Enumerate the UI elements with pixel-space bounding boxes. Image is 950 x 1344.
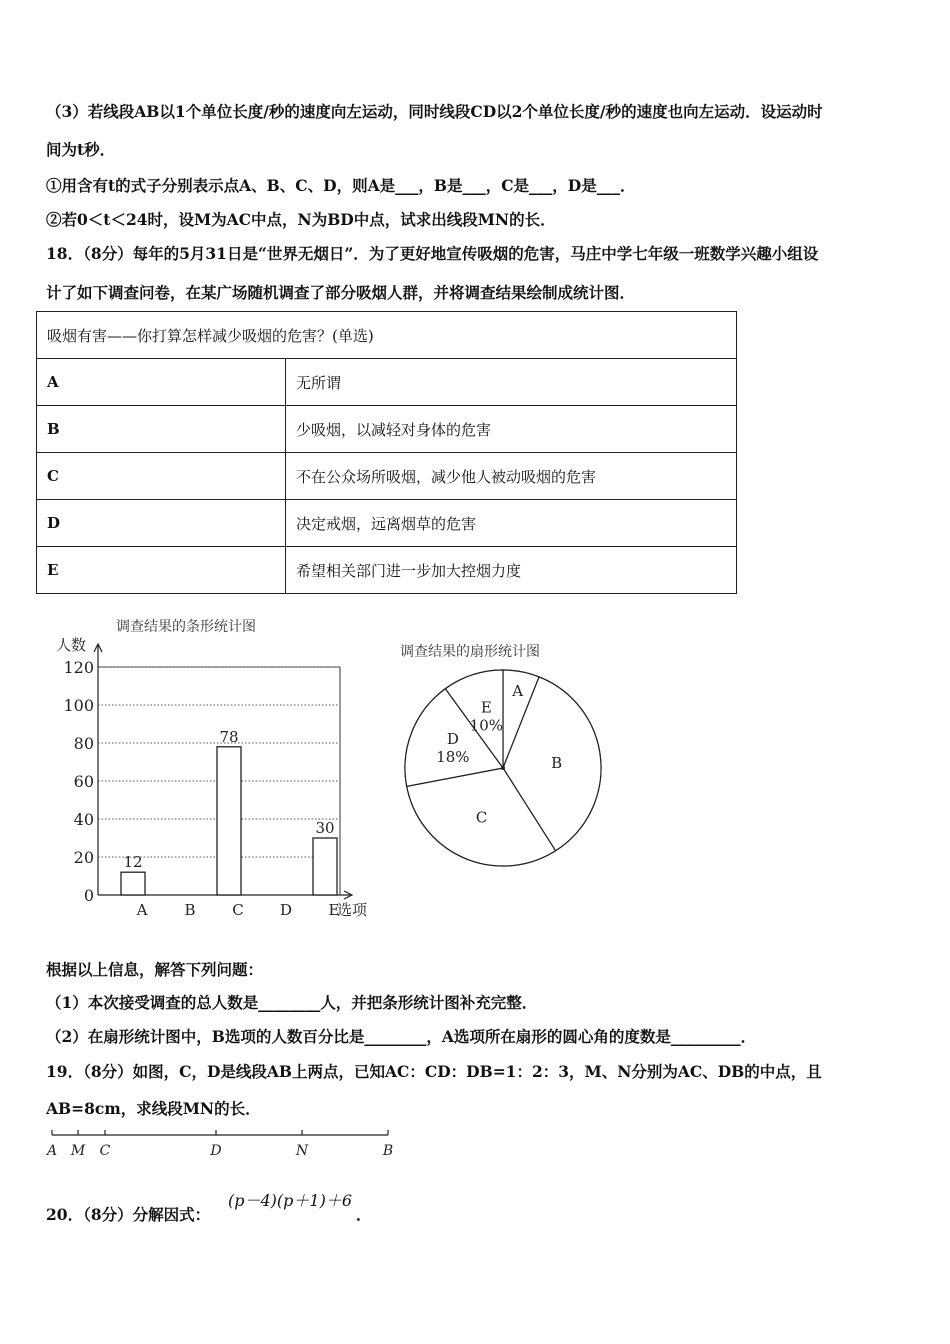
pie-chart-title: 调查结果的扇形统计图 — [400, 644, 540, 660]
bar-value-label: 30 — [315, 819, 335, 837]
survey-option-text: 希望相关部门进一步加大控烟力度 — [286, 547, 737, 594]
survey-option: C — [37, 453, 286, 500]
segment-point-label: A — [46, 1143, 58, 1159]
q18-intro-line1: 18．（8分）每年的5月31日是“世界无烟日”．为了更好地宣传吸烟的危害，马庄中学七年级一班数学兴趣小组设 — [46, 244, 819, 263]
bar-value-label: 12 — [123, 853, 143, 872]
q18-question1: （1）本次接受调查的总人数是________人，并把条形统计图补充完整． — [46, 993, 538, 1012]
bar-value-label: 78 — [219, 727, 239, 746]
table-row — [37, 359, 737, 406]
segment-figure — [40, 1125, 410, 1165]
y-tick-label: 100 — [63, 696, 94, 715]
pie-slice-label: D — [446, 730, 459, 749]
bar-chart-title: 调查结果的条形统计图 — [116, 619, 256, 635]
q19-line1: 19．（8分）如图，C，D是线段AB上两点，已知AC：CD：DB=1：2：3，M、N分别为AC、DB的中点，且 — [46, 1062, 822, 1081]
y-tick-label: 60 — [73, 772, 94, 791]
table-row — [37, 500, 737, 547]
pie-slice-percent: 10% — [469, 716, 504, 735]
pie-chart — [395, 660, 615, 870]
q18-after-charts: 根据以上信息，解答下列问题： — [46, 960, 264, 979]
survey-option-text: 不在公众场所吸烟，减少他人被动吸烟的危害 — [286, 453, 737, 500]
q20-end: ． — [356, 1205, 372, 1224]
y-tick-label: 40 — [73, 810, 94, 829]
survey-option-text: 无所谓 — [286, 359, 737, 406]
segment-point-label: N — [295, 1143, 309, 1159]
survey-table-header: 吸烟有害——你打算怎样减少吸烟的危害？(单选) — [37, 312, 737, 359]
q17-sub2: ②若0＜t＜24时，设M为AC中点，N为BD中点，试求出线段MN的长． — [46, 210, 556, 229]
pie-slice-percent: 18% — [436, 748, 470, 767]
bar-chart — [40, 632, 390, 922]
q18-intro-line2: 计了如下调查问卷，在某广场随机调查了部分吸烟人群，并将调查结果绘制成统计图． — [46, 283, 636, 302]
pie-center-dot — [501, 766, 505, 770]
q18-question2: （2）在扇形统计图中，B选项的人数百分比是________，A选项所在扇形的圆心角的度数是_________． — [46, 1027, 757, 1046]
table-row — [37, 547, 737, 594]
x-axis-label: 选项 — [337, 901, 368, 919]
segment-point-label: C — [99, 1143, 111, 1159]
x-tick-label: D — [279, 901, 293, 919]
x-tick-label: C — [232, 901, 244, 919]
bar — [121, 872, 145, 895]
bar — [217, 747, 241, 895]
segment-point-label: B — [382, 1143, 394, 1159]
y-tick-label: 120 — [63, 658, 94, 677]
survey-option: D — [37, 500, 286, 547]
bar — [313, 838, 337, 895]
y-tick-label: 80 — [73, 734, 94, 753]
segment-point-label: D — [210, 1143, 222, 1159]
x-tick-label: A — [136, 901, 148, 919]
q17-part3-line2: 间为t秒． — [46, 140, 116, 159]
survey-option: A — [37, 359, 286, 406]
q19-line2: AB=8cm，求线段MN的长． — [46, 1099, 261, 1118]
survey-option: B — [37, 406, 286, 453]
y-tick-label: 0 — [83, 886, 94, 905]
q20-formula: (p－4)(p＋1)＋6 — [228, 1191, 352, 1210]
survey-option: E — [37, 547, 286, 594]
pie-slice-label: C — [475, 808, 488, 827]
x-tick-label: B — [184, 901, 196, 919]
q17-part3-line1: （3）若线段AB以1个单位长度/秒的速度向左运动，同时线段CD以2个单位长度/秒的速度也向左运动．设运动时 — [46, 102, 823, 121]
x-tick-label: E — [328, 901, 340, 919]
table-row — [37, 453, 737, 500]
survey-option-text: 少吸烟，以减轻对身体的危害 — [286, 406, 737, 453]
survey-table-header-row — [37, 312, 737, 359]
segment-point-label: M — [70, 1143, 86, 1159]
table-row — [37, 406, 737, 453]
pie-slice-label: E — [480, 698, 492, 717]
y-tick-label: 20 — [73, 848, 94, 867]
survey-option-text: 决定戒烟，远离烟草的危害 — [286, 500, 737, 547]
q20-text: 20．（8分）分解因式： — [46, 1205, 211, 1224]
q17-sub1: ①用含有t的式子分别表示点A、B、C、D，则A是___，B是___，C是___，D是___． — [46, 176, 636, 195]
pie-slice-label: A — [512, 681, 524, 700]
survey-table — [36, 311, 737, 594]
pie-slice-label: B — [551, 753, 563, 772]
y-axis-label: 人数 — [56, 636, 87, 654]
